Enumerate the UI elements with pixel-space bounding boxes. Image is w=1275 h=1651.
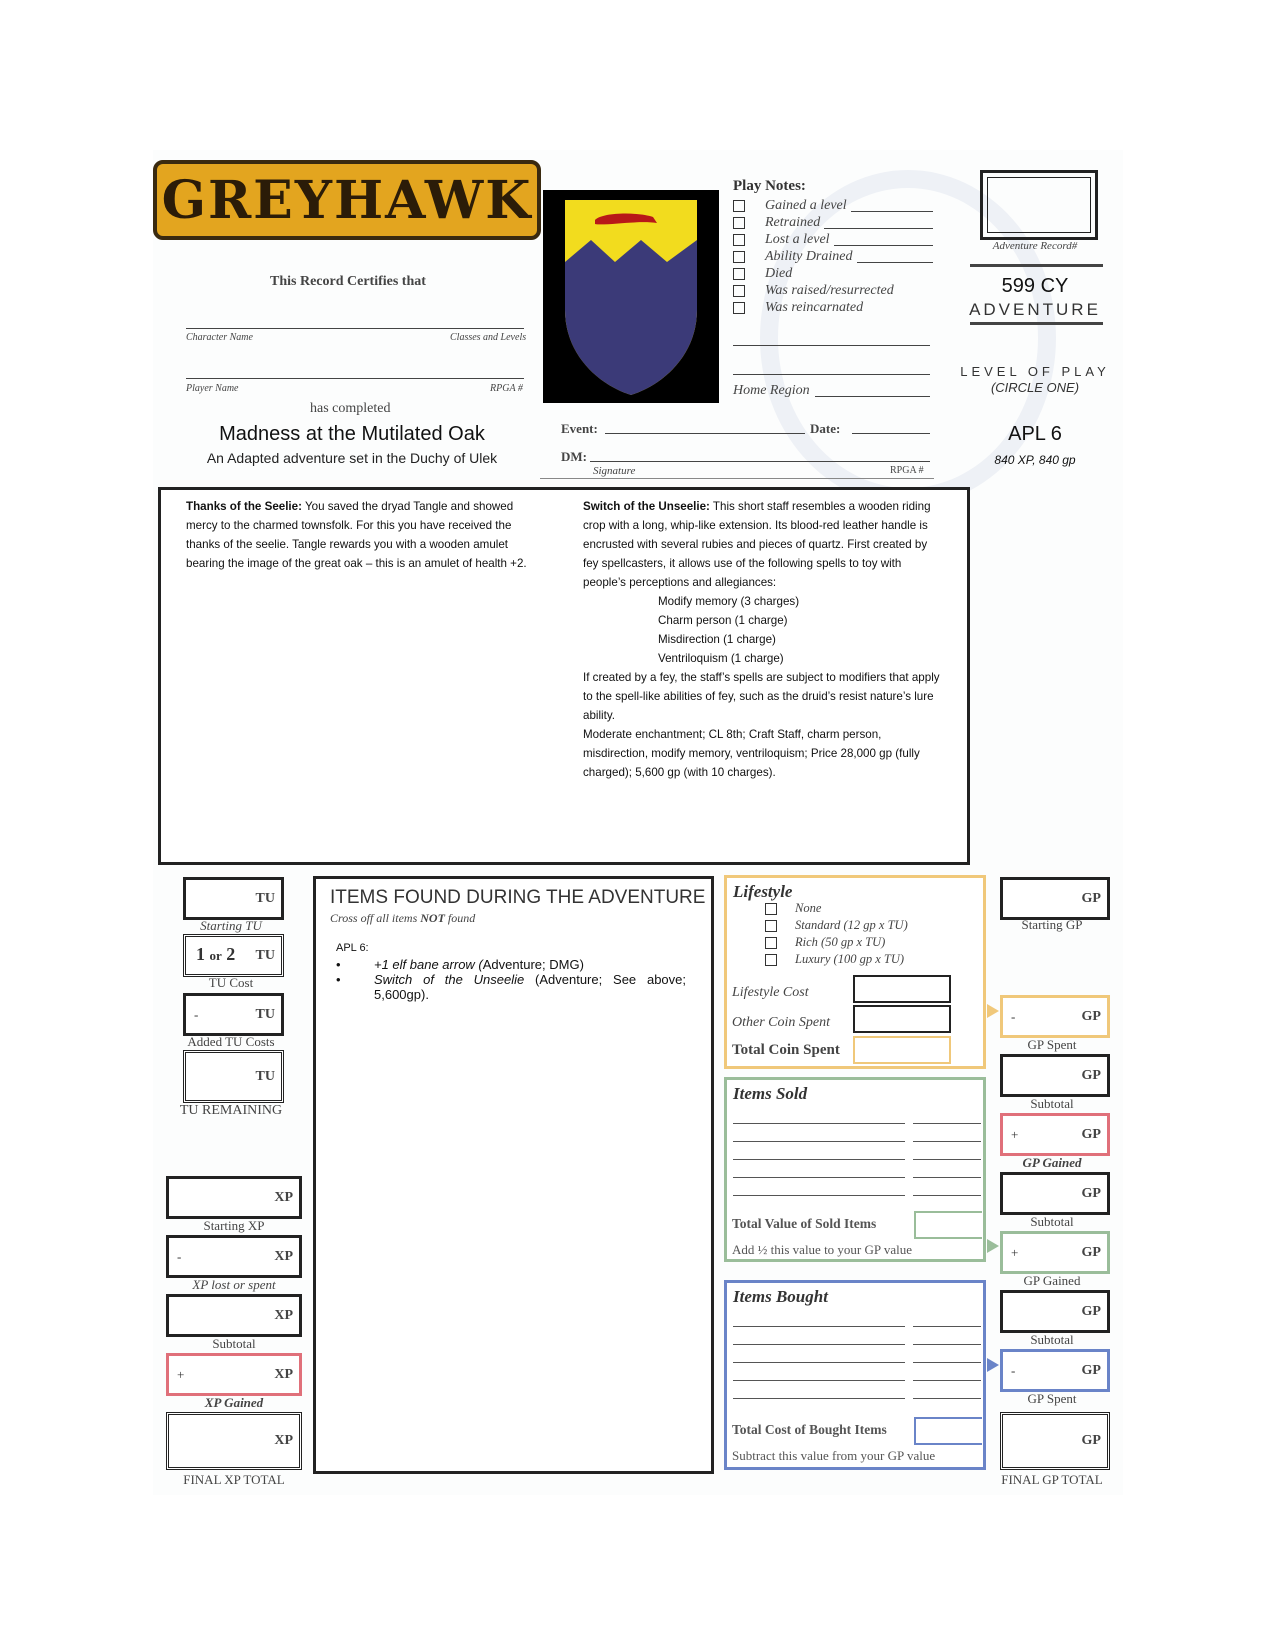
arrow-right-icon <box>987 1358 999 1372</box>
items-found-box <box>313 876 714 1474</box>
checkbox-icon[interactable] <box>733 285 745 297</box>
checkbox-icon[interactable] <box>765 903 777 915</box>
gp-gained-field-2[interactable]: + GP <box>1000 1231 1110 1274</box>
tu-cost-label: TU Cost <box>208 975 254 990</box>
checkbox-icon[interactable] <box>733 268 745 280</box>
total-coin-field[interactable] <box>853 1036 951 1064</box>
final-xp-field[interactable]: XP <box>166 1412 302 1470</box>
lifestyle-option-luxury[interactable]: Luxury (100 gp x TU) <box>765 951 908 968</box>
sold-total-field[interactable] <box>914 1211 982 1239</box>
player-name-line <box>186 378 524 379</box>
other-coin-field[interactable] <box>853 1005 951 1033</box>
play-note-raised[interactable]: Was raised/resurrected <box>733 282 933 299</box>
rpga-label: RPGA # <box>490 383 523 394</box>
tu-remaining-field[interactable]: TU <box>183 1050 284 1103</box>
apl-label[interactable]: APL 6 <box>1008 423 1062 445</box>
character-name-line <box>186 328 524 329</box>
gp-spent-label: GP Spent <box>1027 1391 1077 1406</box>
gp-subtotal-label: Subtotal <box>1030 1214 1074 1229</box>
circle-one-label: (CIRCLE ONE) <box>990 380 1080 395</box>
character-name-label: Character Name <box>186 332 253 343</box>
play-note-reincarnated[interactable]: Was reincarnated <box>733 299 933 316</box>
gp-gained-field-1[interactable]: + GP <box>1000 1113 1110 1156</box>
checkbox-icon[interactable] <box>765 954 777 966</box>
signature-label: Signature <box>593 465 636 477</box>
gp-subtotal-label: Subtotal <box>1030 1332 1074 1347</box>
adventure-subtitle: An Adapted adventure set in the Duchy of Ulek <box>206 450 498 466</box>
dm-rpga-label: RPGA # <box>890 465 924 476</box>
level-of-play-label: LEVEL OF PLAY <box>960 364 1110 379</box>
final-gp-label: FINAL GP TOTAL <box>1001 1472 1103 1487</box>
final-xp-label: FINAL XP TOTAL <box>183 1472 285 1487</box>
checkbox-icon[interactable] <box>733 200 745 212</box>
items-list <box>336 957 686 1002</box>
dm-line[interactable] <box>590 461 930 462</box>
spell-entry: Charm person (1 charge) <box>658 614 788 627</box>
bought-total-label: Total Cost of Bought Items <box>732 1422 887 1437</box>
favors-box <box>158 487 970 865</box>
added-tu-label: Added TU Costs <box>187 1034 275 1049</box>
spell-entry: Misdirection (1 charge) <box>658 633 776 646</box>
final-gp-field[interactable]: GP <box>1000 1412 1110 1470</box>
items-bought-heading: Items Bought <box>733 1287 828 1306</box>
dm-label: DM: <box>561 449 587 464</box>
has-completed: has completed <box>310 401 391 416</box>
item-stats: Moderate enchantment; CL 8th; Craft Staff, charm person, misdirection, modify memory, ventriloquism; Price 28,000 gp (fully charged); 5,600 gp (with 10 charges). <box>583 728 920 779</box>
gp-subtotal-field-2[interactable]: GP <box>1000 1172 1110 1215</box>
greyhawk-logo: GREYHAWK <box>153 160 541 240</box>
apl-rewards: 840 XP, 840 gp <box>994 453 1076 467</box>
bullet-icon: • <box>336 972 341 987</box>
xp-gained-label: XP Gained <box>204 1395 264 1410</box>
items-found-heading: ITEMS FOUND DURING THE ADVENTURE <box>330 887 706 908</box>
item-entry[interactable]: • Switch of the Unseelie (Adventure; See above; 5,600gp). <box>336 972 687 1002</box>
spell-entry: Ventriloquism (1 charge) <box>658 652 784 665</box>
added-tu-field[interactable]: - TU <box>183 993 284 1036</box>
checkbox-icon[interactable] <box>733 217 745 229</box>
play-notes <box>733 178 933 316</box>
lifestyle-cost-label: Lifestyle Cost <box>732 985 809 1000</box>
spell-entry: Modify memory (3 charges) <box>658 595 800 608</box>
event-divider <box>540 478 934 479</box>
starting-gp-label: Starting GP <box>1021 917 1083 932</box>
classes-levels-label: Classes and Levels <box>450 332 527 343</box>
bought-total-field[interactable] <box>914 1417 982 1445</box>
items-sold-heading: Items Sold <box>733 1084 808 1103</box>
play-note-retrained[interactable]: Retrained <box>733 214 933 231</box>
gp-gained-label: GP Gained <box>1023 1273 1081 1288</box>
tu-cost-options[interactable]: 1 or 2 <box>196 944 236 964</box>
checkbox-icon[interactable] <box>733 251 745 263</box>
lifestyle-option-rich[interactable]: Rich (50 gp x TU) <box>765 934 908 951</box>
event-label: Event: <box>561 421 598 436</box>
xp-subtotal-field[interactable]: XP <box>166 1294 302 1337</box>
play-note-lost-level[interactable]: Lost a level <box>733 231 933 248</box>
gp-subtotal-field-3[interactable]: GP <box>1000 1290 1110 1333</box>
xp-lost-field[interactable]: - XP <box>166 1235 302 1278</box>
starting-tu-label: Starting TU <box>200 918 262 933</box>
adventure-record-box[interactable] <box>980 170 1098 240</box>
starting-xp-label: Starting XP <box>203 1218 265 1233</box>
regional-shield <box>543 190 719 403</box>
gp-subtotal-label: Subtotal <box>1030 1096 1074 1111</box>
total-coin-label: Total Coin Spent <box>732 1042 840 1058</box>
adventure-label: ADVENTURE <box>969 300 1101 319</box>
items-found-subheading: Cross off all items NOT found <box>330 911 476 925</box>
date-label: Date: <box>810 421 841 436</box>
xp-subtotal-label: Subtotal <box>212 1336 256 1351</box>
items-sold-box <box>724 1077 986 1262</box>
starting-gp-field[interactable]: GP <box>1000 877 1110 920</box>
seelie-favor: Thanks of the Seelie: You saved the dryad Tangle and showed mercy to the charmed townsfolk. For this you have received the thanks of the seelie. Tangle rewards you with a wooden amulet bearing the image of the great oak – this is an amulet of health +2. <box>186 500 527 570</box>
play-note-gained-level[interactable]: Gained a level <box>733 197 933 214</box>
play-note-ability-drained[interactable]: Ability Drained <box>733 248 933 265</box>
player-name-label: Player Name <box>186 383 239 394</box>
lifestyle-option-none[interactable]: None <box>765 900 908 917</box>
gp-gained-label: GP Gained <box>1022 1155 1082 1170</box>
record-divider <box>970 264 1103 267</box>
unseelie-item: Switch of the Unseelie: This short staff resembles a wooden riding crop with a long, whip-like extension. Its blood-red leather handle is encrusted with several rubies and pieces of quartz. First created by fey spellcasters, it allows use of the following spells to toy with people’s perceptions and allegiances: Modify memory (3 charges) Charm person (1 charge) Misdirection (1 charge) Ventriloquism (1 charge) If created by a fey, the staff’s spells are subject to modifiers that apply to the spell-like abilities of fey, such as the druid’s resist nature’s lure ability. Moderate enchantment; CL 8th; Craft Staff, charm person, misdirection, modify memory, ventriloquism; Price 28,000 gp (fully charged); 5,600 gp (with 10 charges). <box>583 497 941 782</box>
play-notes-line <box>733 345 930 346</box>
xp-gained-field[interactable]: + XP <box>166 1353 302 1396</box>
gp-subtotal-field-1[interactable]: GP <box>1000 1054 1110 1097</box>
gp-spent-bought-field[interactable]: - GP <box>1000 1349 1110 1392</box>
home-region-line[interactable] <box>815 396 930 397</box>
certify-heading: This Record Certifies that <box>270 274 426 289</box>
adventure-record-label: Adventure Record# <box>992 240 1078 252</box>
sold-note: Add ½ this value to your GP value <box>732 1242 913 1257</box>
lifestyle-heading: Lifestyle <box>733 882 793 901</box>
checkbox-icon[interactable] <box>733 234 745 246</box>
items-sold-lines[interactable] <box>733 1106 981 1196</box>
xp-lost-label: XP lost or spent <box>192 1277 276 1292</box>
play-note-died[interactable]: Died <box>733 265 933 282</box>
shield-emblem-icon <box>543 190 719 403</box>
other-coin-label: Other Coin Spent <box>732 1015 830 1030</box>
lifestyle-cost-field[interactable] <box>853 975 951 1003</box>
items-apl-label: APL 6: <box>336 942 369 954</box>
items-bought-box <box>724 1280 986 1470</box>
tu-cost-field[interactable]: 1 or 2 TU <box>183 934 284 977</box>
checkbox-icon[interactable] <box>765 937 777 949</box>
fey-note: If created by a fey, the staff’s spells are subject to modifiers that apply to the spell-like abilities of fey, such as the druid’s resist nature’s lure ability. <box>583 671 940 722</box>
gp-spent-lifestyle-field[interactable]: - GP <box>1000 995 1110 1038</box>
starting-xp-field[interactable]: XP <box>166 1176 302 1219</box>
record-divider <box>970 322 1103 325</box>
event-line[interactable] <box>605 433 805 434</box>
lifestyle-options <box>765 900 908 968</box>
tu-remaining-label: TU REMAINING <box>179 1103 283 1118</box>
arrow-right-icon <box>987 1239 999 1253</box>
gp-spent-label: GP Spent <box>1027 1037 1077 1052</box>
home-region-label: Home Region <box>733 383 810 398</box>
checkbox-icon[interactable] <box>733 302 745 314</box>
items-bought-lines[interactable] <box>733 1309 981 1399</box>
year-label: 599 CY <box>1001 275 1069 297</box>
play-notes-line <box>733 374 930 375</box>
sold-total-label: Total Value of Sold Items <box>732 1216 877 1231</box>
adventure-title: Madness at the Mutilated Oak <box>219 423 485 445</box>
item-entry[interactable]: • +1 elf bane arrow (Adventure; DMG) <box>336 957 584 972</box>
play-notes-heading: Play Notes: <box>733 178 806 194</box>
checkbox-icon[interactable] <box>765 920 777 932</box>
lifestyle-option-standard[interactable]: Standard (12 gp x TU) <box>765 917 908 934</box>
lifestyle-box <box>724 875 986 1069</box>
bought-note: Subtract this value from your GP value <box>732 1448 936 1463</box>
bullet-icon: • <box>336 957 341 972</box>
arrow-right-icon <box>987 1004 999 1018</box>
date-line[interactable] <box>852 433 930 434</box>
starting-tu-field[interactable]: TU <box>183 877 284 920</box>
